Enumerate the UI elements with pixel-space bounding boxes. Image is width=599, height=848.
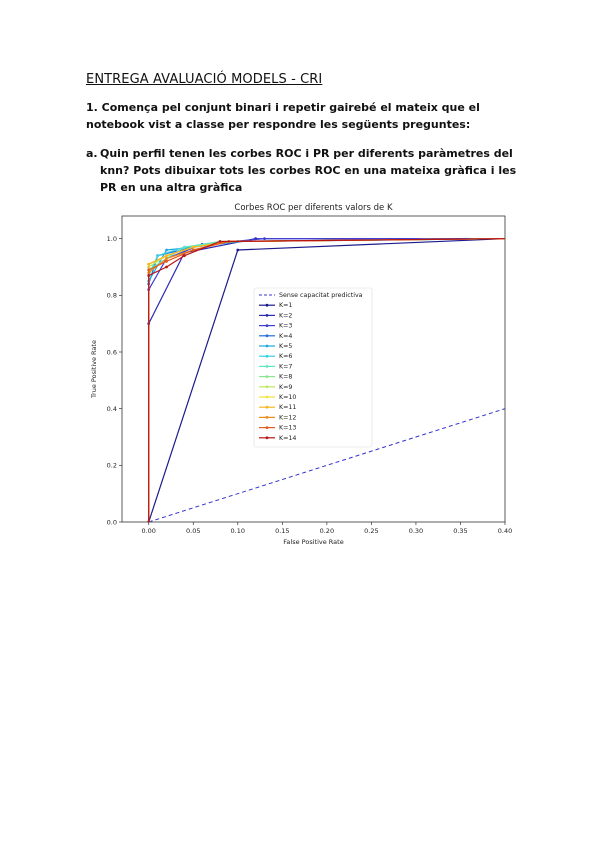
y-tick-label: 0.2 — [106, 461, 117, 470]
legend-label-k13: K=13 — [279, 424, 297, 432]
series-point-k6 — [156, 254, 159, 257]
legend-label-k12: K=12 — [279, 414, 297, 422]
legend-label-k7: K=7 — [279, 363, 293, 371]
legend-marker-k3 — [266, 324, 269, 327]
subquestion-marker: a. — [86, 147, 98, 160]
series-point-k7 — [183, 246, 186, 249]
legend-marker-k5 — [266, 345, 269, 348]
roc-chart-svg — [80, 198, 520, 552]
legend-marker-k8 — [266, 375, 269, 378]
series-point-k12 — [165, 257, 168, 260]
legend-marker-k12 — [266, 416, 269, 419]
y-tick-label: 0.4 — [106, 404, 117, 413]
x-tick-label: 0.35 — [453, 527, 468, 535]
series-point-k13 — [147, 268, 150, 271]
x-tick-label: 0.00 — [141, 527, 156, 535]
chart-title: Corbes ROC per diferents valors de K — [234, 203, 393, 213]
y-tick-label: 0.0 — [106, 518, 117, 527]
series-point-k1 — [236, 249, 239, 252]
x-tick-label: 0.25 — [364, 527, 379, 535]
series-point-k14 — [147, 274, 150, 277]
series-point-k14 — [165, 266, 168, 269]
legend-label-k2: K=2 — [279, 312, 293, 320]
legend-label-k6: K=6 — [279, 353, 293, 361]
legend-label-baseline: Sense capacitat predictiva — [279, 292, 363, 299]
series-point-k13 — [192, 249, 195, 252]
x-tick-label: 0.20 — [319, 527, 335, 535]
legend-label-k10: K=10 — [279, 394, 297, 401]
legend-marker-k7 — [266, 365, 269, 368]
legend-marker-k10 — [266, 396, 269, 399]
legend-marker-k9 — [266, 385, 269, 388]
x-tick-label: 0.10 — [230, 527, 246, 535]
legend-label-k1: K=1 — [279, 302, 293, 310]
legend-marker-k2 — [266, 314, 269, 317]
legend-label-k3: K=3 — [279, 322, 293, 330]
legend-marker-k4 — [266, 334, 269, 337]
roc-chart — [80, 198, 520, 552]
legend-label-k9: K=9 — [279, 383, 293, 391]
x-axis-label: False Positive Rate — [283, 538, 344, 546]
y-tick-label: 1.0 — [106, 234, 117, 243]
subquestion-text: Quin perfil tenen les corbes ROC i PR per diferents paràmetres del knn? Pots dibuixar tots les corbes ROC en una mateixa gràfica i les PR en una altra gràfica — [100, 147, 517, 194]
series-point-k5 — [165, 249, 168, 252]
legend-box — [254, 288, 372, 447]
series-point-k14 — [219, 240, 222, 243]
series-point-k3 — [263, 237, 266, 240]
legend-label-k4: K=4 — [279, 332, 293, 340]
y-tick-label: 0.6 — [106, 348, 117, 357]
series-point-k13 — [165, 260, 168, 263]
series-point-k11 — [165, 254, 168, 257]
x-tick-label: 0.05 — [186, 527, 201, 535]
legend-label-k11: K=11 — [279, 404, 297, 412]
legend-marker-k6 — [266, 355, 269, 358]
series-point-k11 — [192, 246, 195, 249]
legend-label-k8: K=8 — [279, 373, 293, 381]
series-point-k11 — [147, 263, 150, 266]
legend-marker-k13 — [266, 426, 269, 429]
y-axis-label: True Positive Rate — [90, 340, 98, 398]
x-tick-label: 0.40 — [497, 527, 513, 535]
legend-label-k14: K=14 — [279, 434, 297, 442]
x-tick-label: 0.30 — [408, 527, 424, 535]
document-title: ENTREGA AVALUACIÓ MODELS - CRI — [86, 72, 323, 87]
legend-label-k5: K=5 — [279, 343, 293, 350]
legend-marker-k14 — [266, 436, 269, 439]
legend-marker-k1 — [266, 304, 269, 307]
y-tick-label: 0.8 — [106, 291, 117, 300]
legend-marker-k11 — [266, 406, 269, 409]
x-tick-label: 0.15 — [275, 527, 290, 535]
series-point-k14 — [183, 254, 186, 257]
question-text: 1. Comença pel conjunt binari i repetir gairebé el mateix que el notebook vist a classe per respondre les següents preguntes: — [86, 101, 480, 131]
subquestion — [86, 145, 526, 196]
